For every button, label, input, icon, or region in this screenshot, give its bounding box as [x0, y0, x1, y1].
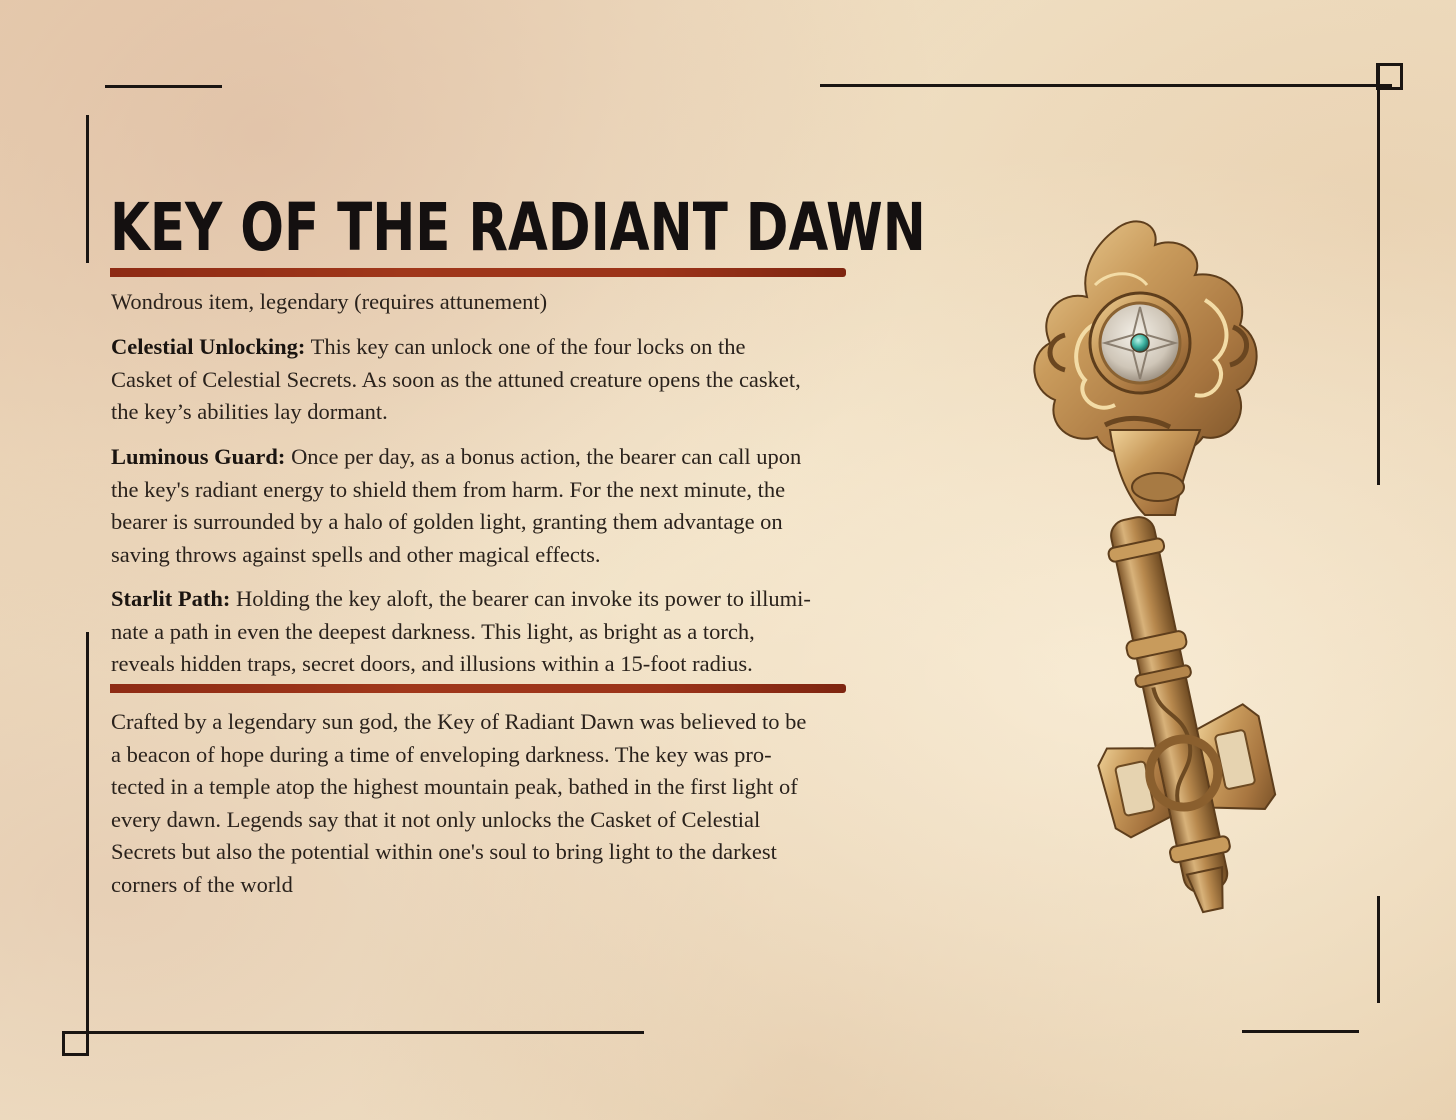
frame-left-lower-line: [86, 632, 89, 1056]
property-text: reveals hidden traps, secret doors, and illusions within a 15-foot radius.: [111, 651, 753, 676]
property-text: Once per day, as a bonus action, the bearer can call upon: [285, 444, 802, 469]
frame-right-lower-line: [1377, 896, 1380, 1003]
property-name: Luminous Guard:: [111, 444, 286, 469]
frame-top-right-corner: [1376, 63, 1403, 90]
property-name: Celestial Unlocking:: [111, 334, 306, 359]
lore-line: Crafted by a legendary sun god, the Key of Radiant Dawn was believed to be: [111, 709, 807, 734]
lore-paragraph: [111, 706, 941, 901]
frame-bottom-left-line: [62, 1031, 644, 1034]
property-first-line: [111, 441, 941, 474]
property-text: Casket of Celestial Secrets. As soon as the attuned creature opens the casket,: [111, 366, 801, 392]
frame-top-left-line: [105, 85, 222, 88]
property-name: Starlit Path:: [111, 586, 231, 611]
property-text: saving throws against spells and other magical effects.: [111, 541, 601, 567]
property-starlit-path: [111, 583, 941, 681]
item-title: KEY OF THE RADIANT DAWN: [110, 189, 926, 266]
property-text: the key’s abilities lay dormant.: [111, 399, 388, 424]
frame-bottom-left-corner: [62, 1031, 89, 1056]
property-text: the key's radiant energy to shield them from harm. For the next minute, the: [111, 476, 786, 502]
property-text: Holding the key aloft, the bearer can invoke its power to illumi-: [230, 586, 811, 611]
property-text: nate a path in even the deepest darkness. This light, as bright as a torch,: [111, 618, 755, 644]
lore-line: every dawn. Legends say that it not only unlocks the Casket of Celestial: [111, 806, 761, 832]
property-celestial-unlocking: [111, 331, 941, 429]
lore-line: tected in a temple atop the highest mountain peak, bathed in the first light of: [111, 774, 798, 799]
frame-left-upper-line: [86, 115, 89, 263]
frame-right-upper-line: [1377, 63, 1380, 485]
ornate-golden-key-icon: [975, 215, 1345, 930]
lore-line: Secrets but also the potential within one's soul to bring light to the darkest: [111, 839, 777, 864]
frame-bottom-right-line: [1242, 1030, 1359, 1033]
property-first-line: [111, 331, 941, 364]
property-first-line: [111, 583, 941, 616]
section-divider: [110, 684, 846, 693]
lore-line: a beacon of hope during a time of enveloping darkness. The key was pro-: [111, 741, 772, 767]
item-type-line: Wondrous item, legendary (requires attunement): [111, 289, 548, 314]
lore-line: corners of the world: [111, 871, 293, 897]
property-luminous-guard: [111, 441, 941, 571]
property-text: bearer is surrounded by a halo of golden light, granting them advantage on: [111, 509, 783, 534]
property-text: This key can unlock one of the four locks on the: [305, 334, 746, 359]
title-underline: [110, 268, 846, 277]
frame-top-right-line: [820, 84, 1392, 87]
